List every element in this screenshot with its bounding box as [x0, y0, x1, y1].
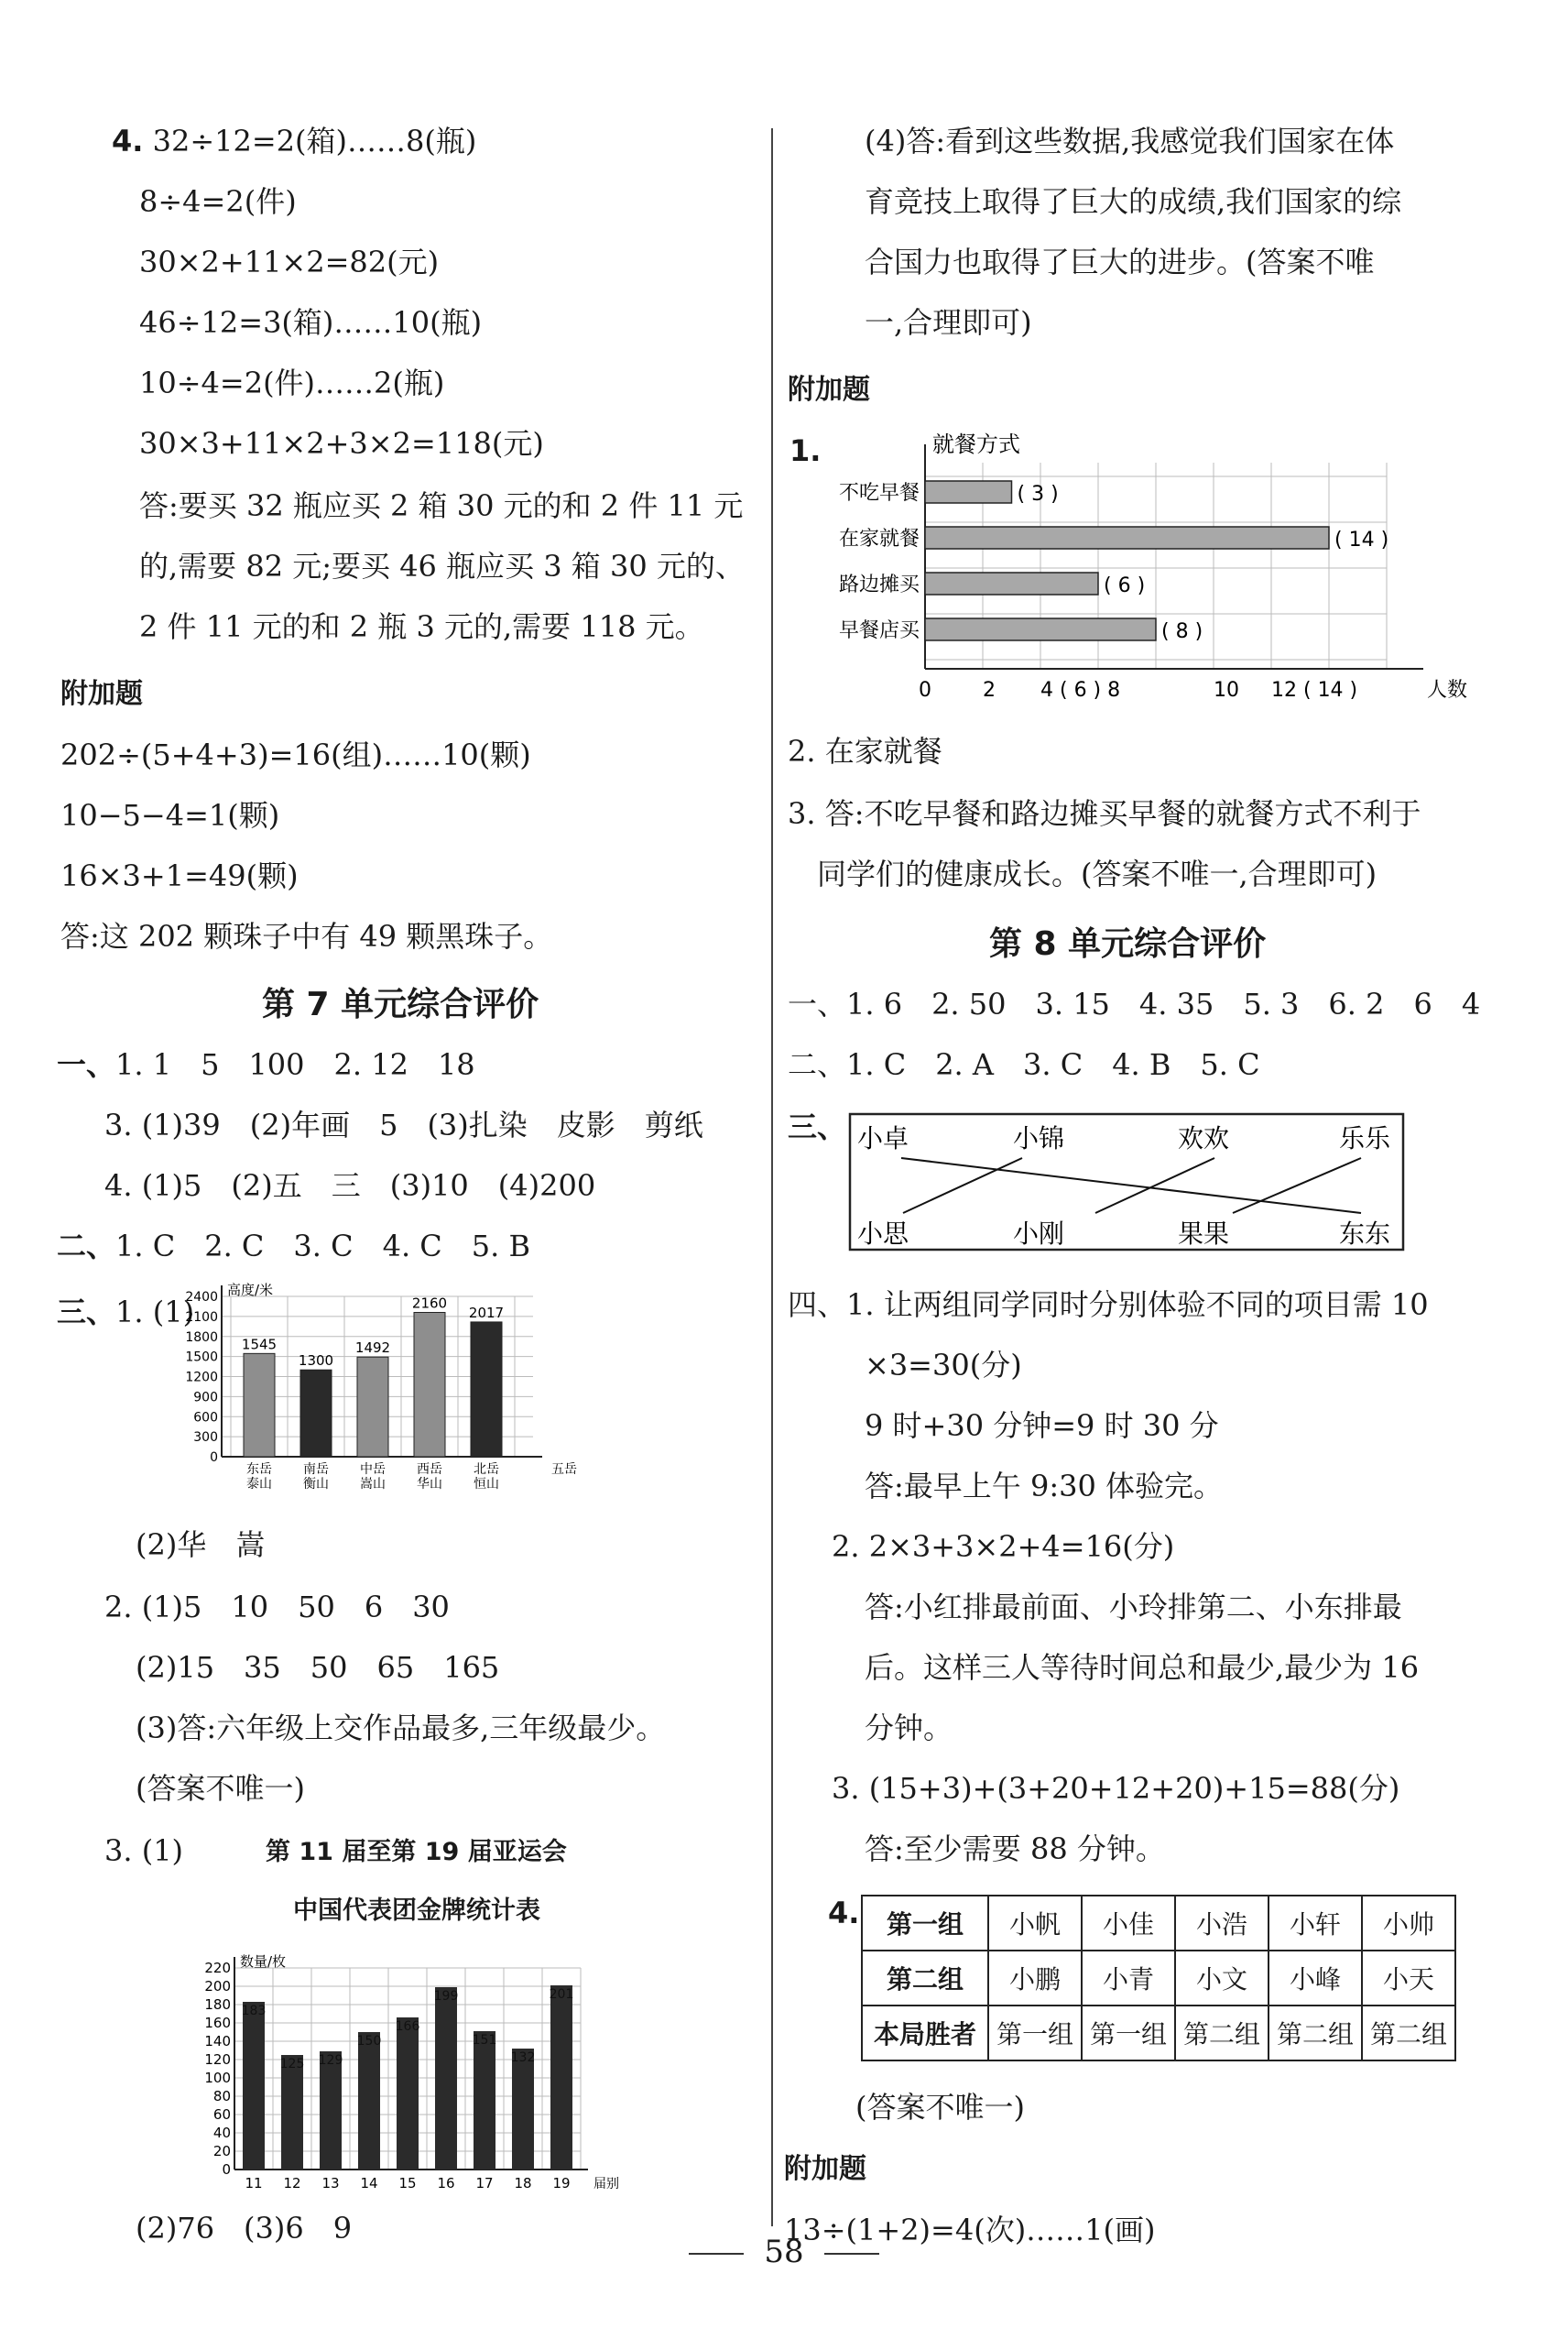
mountains-height-chart	[165, 1283, 623, 1503]
y-tick-label: 900	[193, 1390, 218, 1405]
u8-s2: 二、1. C 2. A 3. C 4. B 5. C	[788, 1047, 1260, 1082]
x-tick-label: 16	[437, 2175, 455, 2191]
u8-s4-line9: 3. (15+3)+(3+20+12+20)+15=88(分)	[832, 1771, 1400, 1806]
bar	[300, 1370, 332, 1457]
y-tick-label: 2400	[185, 1290, 218, 1305]
data-label: 2160	[411, 1295, 448, 1312]
table-cell: 小峰	[1269, 1951, 1362, 2006]
x-tick-label: 10	[1214, 679, 1239, 702]
u8-s4-line5: 2. 2×3+3×2+4=16(分)	[832, 1529, 1175, 1564]
table-cell: 小鹏	[988, 1951, 1082, 2006]
bar	[925, 481, 1012, 503]
q4-answer-1: 答:要买 32 瓶应买 2 箱 30 元的和 2 件 11 元	[139, 488, 744, 523]
bar	[474, 2031, 495, 2170]
r-q4-line2: 育竞技上取得了巨大的成绩,我们国家的综	[865, 184, 1402, 219]
x-tick-label: 13	[321, 2175, 340, 2191]
data-label: ( 3 )	[1017, 483, 1059, 506]
u7-s1-line3: 4. (1)5 (2)五 三 (3)10 (4)200	[104, 1168, 596, 1203]
u8-s4-line10: 答:至少需要 88 分钟。	[865, 1831, 1165, 1866]
r-extra-q2: 2. 在家就餐	[788, 734, 942, 769]
table-cell: 小天	[1362, 1951, 1455, 2006]
match-bottom-2: 小刚	[1013, 1219, 1065, 1249]
data-label: 2017	[468, 1304, 505, 1321]
y-tick-label: 180	[204, 1996, 231, 2013]
u7-q2-line3: (3)答:六年级上交作品最多,三年级最少。	[136, 1711, 666, 1745]
x-tick-label: 华山	[417, 1477, 442, 1492]
y-tick-label: 40	[212, 2125, 231, 2141]
x-axis-label: 届别	[593, 2177, 619, 2191]
y-tick-label: 80	[212, 2088, 231, 2104]
table-row	[862, 1951, 1455, 2006]
bar	[397, 2017, 419, 2170]
table-cell: 本局胜者	[862, 2006, 988, 2060]
bar	[925, 527, 1329, 549]
bar	[281, 2055, 303, 2170]
u8-s4-line7: 后。这样三人等待时间总和最少,最少为 16	[865, 1650, 1420, 1685]
data-label: 132	[510, 2050, 536, 2065]
x-tick-label: 19	[552, 2175, 571, 2191]
r-extra-q1-num: 1.	[789, 433, 822, 468]
u7-q1-2: (2)华 嵩	[136, 1527, 266, 1562]
bar	[244, 1353, 275, 1457]
u8-extra-line: 13÷(1+2)=4(次)……1(画)	[784, 2213, 1156, 2247]
q4-answer-2: 的,需要 82 元;要买 46 瓶应买 3 箱 30 元的、	[139, 549, 745, 584]
table-cell: 第一组	[862, 1896, 988, 1951]
table-cell: 小帅	[1362, 1896, 1455, 1951]
u8-s4-line2: ×3=30(分)	[865, 1348, 1022, 1383]
u7-q2-line4: (答案不唯一)	[136, 1771, 305, 1806]
u8-s4-line6: 答:小红排最前面、小玲排第二、小东排最	[865, 1590, 1402, 1624]
table-cell: 第一组	[988, 2006, 1082, 2060]
extra-line-4: 答:这 202 颗珠子中有 49 颗黑珠子。	[60, 919, 553, 954]
data-label: ( 14 )	[1334, 529, 1389, 552]
bar	[435, 1987, 457, 2170]
u8-s1: 一、1. 6 2. 50 3. 15 4. 35 5. 3 6. 2 6 4	[788, 987, 1481, 1022]
u8-s4-line1: 四、1. 让两组同学同时分别体验不同的项目需 10	[788, 1287, 1429, 1322]
unit7-title: 第 7 单元综合评价	[262, 986, 539, 1023]
u7-s3-q1-prefix: 三、1. (1)	[57, 1295, 195, 1329]
y-axis-label: 就餐方式	[932, 432, 1020, 457]
x-tick-label: 18	[514, 2175, 532, 2191]
bar	[358, 2032, 380, 2170]
x-tick-label: 12	[283, 2175, 301, 2191]
page-number: 58	[0, 2234, 1568, 2270]
u8-s3-label: 三、	[788, 1109, 847, 1144]
match-top-1: 小卓	[857, 1123, 909, 1153]
match-bottom-4: 东东	[1339, 1219, 1391, 1249]
u7-s1-line2: 3. (1)39 (2)年画 5 (3)扎染 皮影 剪纸	[104, 1108, 703, 1142]
x-tick-label: 0	[919, 679, 931, 702]
extra-line-1: 202÷(5+4+3)=16(组)……10(颗)	[60, 738, 531, 772]
extra-title-right: 附加题	[788, 374, 870, 406]
table-cell: 小佳	[1082, 1896, 1175, 1951]
y-axis-label: 数量/枚	[240, 1953, 287, 1970]
match-line-3	[1095, 1158, 1214, 1213]
y-tick-label: 1200	[185, 1370, 218, 1385]
bar	[471, 1322, 502, 1457]
q4-answer-3: 2 件 11 元的和 2 瓶 3 元的,需要 118 元。	[139, 609, 704, 644]
table-cell: 第二组	[1362, 2006, 1455, 2060]
match-top-4: 乐乐	[1339, 1123, 1391, 1153]
x-tick-label: 嵩山	[360, 1477, 386, 1492]
x-tick-label: 泰山	[246, 1477, 272, 1492]
y-tick-label: 100	[204, 2070, 231, 2086]
bar	[550, 1985, 572, 2170]
table-cell: 小浩	[1175, 1896, 1269, 1951]
u8-s4-line3: 9 时+30 分钟=9 时 30 分	[865, 1408, 1219, 1443]
data-label: 129	[318, 2053, 343, 2068]
x-tick-label: 2	[983, 679, 996, 702]
data-label: 183	[241, 2004, 267, 2018]
y-tick-label: 20	[212, 2143, 231, 2159]
u7-q2-line1: 2. (1)5 10 50 6 30	[104, 1590, 450, 1624]
bar	[243, 2002, 265, 2170]
matching-diagram	[848, 1112, 1407, 1253]
data-label: 1492	[354, 1339, 391, 1357]
table-cell: 第二组	[862, 1951, 988, 2006]
bar	[357, 1357, 388, 1457]
x-tick-label: 北岳	[474, 1462, 499, 1477]
table-cell: 小帆	[988, 1896, 1082, 1951]
x-tick-label: 恒山	[474, 1477, 499, 1492]
q4-line-5: 10÷4=2(件)……2(瓶)	[139, 366, 445, 400]
x-tick-label: 14	[360, 2175, 378, 2191]
match-top-3: 欢欢	[1178, 1123, 1230, 1153]
extra-title-left: 附加题	[60, 678, 143, 710]
r-q4-line1: (4)答:看到这些数据,我感觉我们国家在体	[865, 124, 1395, 158]
data-label: 199	[433, 1989, 459, 2004]
x-tick-label: 南岳	[303, 1462, 329, 1477]
column-divider	[771, 128, 773, 2226]
extra-line-3: 16×3+1=49(颗)	[60, 858, 299, 893]
x-tick-label: 东岳	[246, 1462, 272, 1477]
u7-q3-2: (2)76 (3)6 9	[136, 2211, 353, 2246]
y-tick-label: 早餐店买	[838, 619, 920, 642]
data-label: 201	[549, 1987, 574, 2002]
y-tick-label: 1500	[185, 1350, 218, 1365]
data-label: 1300	[298, 1352, 334, 1370]
bar	[414, 1313, 445, 1458]
duel-table	[861, 1895, 1456, 2061]
asian-games-gold-chart	[192, 1940, 669, 2197]
match-line-1	[901, 1158, 1361, 1213]
y-tick-label: 300	[193, 1430, 218, 1446]
x-tick-label: 12 ( 14 )	[1271, 679, 1358, 702]
q4-line-3: 30×2+11×2=82(元)	[139, 245, 440, 279]
x-tick-label: 中岳	[360, 1462, 386, 1477]
data-label: ( 8 )	[1161, 620, 1203, 643]
u8-table-note: (答案不唯一)	[855, 2090, 1025, 2125]
u8-q4-num: 4.	[828, 1896, 860, 1930]
table-cell: 第二组	[1269, 2006, 1362, 2060]
extra-line-2: 10−5−4=1(颗)	[60, 798, 280, 833]
table-cell: 小轩	[1269, 1896, 1362, 1951]
u8-s4-line4: 答:最早上午 9:30 体验完。	[865, 1469, 1223, 1503]
data-label: 166	[395, 2019, 420, 2034]
x-tick-label: 15	[398, 2175, 417, 2191]
y-tick-label: 140	[204, 2033, 231, 2049]
bar	[512, 2049, 534, 2170]
x-tick-label: 衡山	[303, 1477, 329, 1492]
y-tick-label: 路边摊买	[838, 574, 920, 596]
x-tick-label: 11	[245, 2175, 263, 2191]
y-tick-label: 600	[193, 1410, 218, 1426]
u7-s1-line1: 一、1. 1 5 100 2. 12 18	[57, 1047, 475, 1082]
bar	[320, 2051, 342, 2170]
y-tick-label: 220	[204, 1960, 231, 1976]
bar	[925, 618, 1156, 640]
data-label: 1545	[241, 1336, 278, 1353]
asian-games-title-1: 第 11 届至第 19 届亚运会	[266, 1838, 567, 1866]
match-bottom-1: 小思	[857, 1219, 909, 1249]
breakfast-method-chart	[806, 421, 1468, 724]
x-axis-label: 人数	[1427, 679, 1468, 702]
q4-line-2: 8÷4=2(件)	[139, 184, 297, 219]
u7-q2-line2: (2)15 35 50 65 165	[136, 1650, 500, 1685]
bar	[925, 573, 1098, 595]
y-tick-label: 120	[204, 2051, 231, 2068]
y-tick-label: 1800	[185, 1329, 218, 1345]
u7-q3-prefix: 3. (1)	[104, 1833, 184, 1868]
r-q4-line3: 合国力也取得了巨大的进步。(答案不唯	[865, 245, 1375, 279]
data-label: ( 6 )	[1104, 574, 1146, 597]
q4-line-1: 4. 32÷12=2(箱)……8(瓶)	[112, 124, 477, 158]
y-tick-label: 2100	[185, 1309, 218, 1325]
asian-games-title-2: 中国代表团金牌统计表	[293, 1896, 540, 1925]
table-cell: 第二组	[1175, 2006, 1269, 2060]
unit8-title: 第 8 单元综合评价	[989, 925, 1267, 963]
r-extra-q3-line2: 同学们的健康成长。(答案不唯一,合理即可)	[817, 857, 1377, 891]
table-cell: 第一组	[1082, 2006, 1175, 2060]
q4-line-6: 30×3+11×2+3×2=118(元)	[139, 426, 544, 461]
y-tick-label: 0	[210, 1450, 218, 1465]
y-tick-label: 0	[222, 2161, 231, 2178]
y-tick-label: 在家就餐	[838, 528, 920, 551]
r-extra-q3-line1: 3. 答:不吃早餐和路边摊买早餐的就餐方式不利于	[788, 796, 1421, 831]
x-tick-label: 西岳	[417, 1462, 442, 1477]
q4-line-4: 46÷12=3(箱)……10(瓶)	[139, 305, 483, 340]
table-row	[862, 1896, 1455, 1951]
x-tick-label: 4 ( 6 ) 8	[1040, 679, 1121, 702]
y-tick-label: 160	[204, 2015, 231, 2031]
u8-s4-line8: 分钟。	[865, 1711, 953, 1745]
r-q4-line4: 一,合理即可)	[865, 305, 1032, 340]
x-axis-label: 五岳	[551, 1462, 577, 1477]
table-cell: 小文	[1175, 1951, 1269, 2006]
y-tick-label: 不吃早餐	[838, 482, 920, 505]
data-label: 150	[356, 2034, 382, 2049]
y-axis-label: 高度/米	[227, 1282, 274, 1298]
x-tick-label: 17	[475, 2175, 494, 2191]
data-label: 125	[279, 2057, 305, 2071]
data-label: 151	[472, 2033, 497, 2048]
y-tick-label: 200	[204, 1978, 231, 1995]
match-bottom-3: 果果	[1178, 1219, 1230, 1249]
u8-extra-title: 附加题	[784, 2153, 866, 2185]
u7-s2-line: 二、1. C 2. C 3. C 4. C 5. B	[57, 1229, 530, 1263]
match-top-2: 小锦	[1013, 1123, 1065, 1153]
table-row	[862, 2006, 1455, 2060]
table-cell: 小青	[1082, 1951, 1175, 2006]
y-tick-label: 60	[212, 2106, 231, 2123]
